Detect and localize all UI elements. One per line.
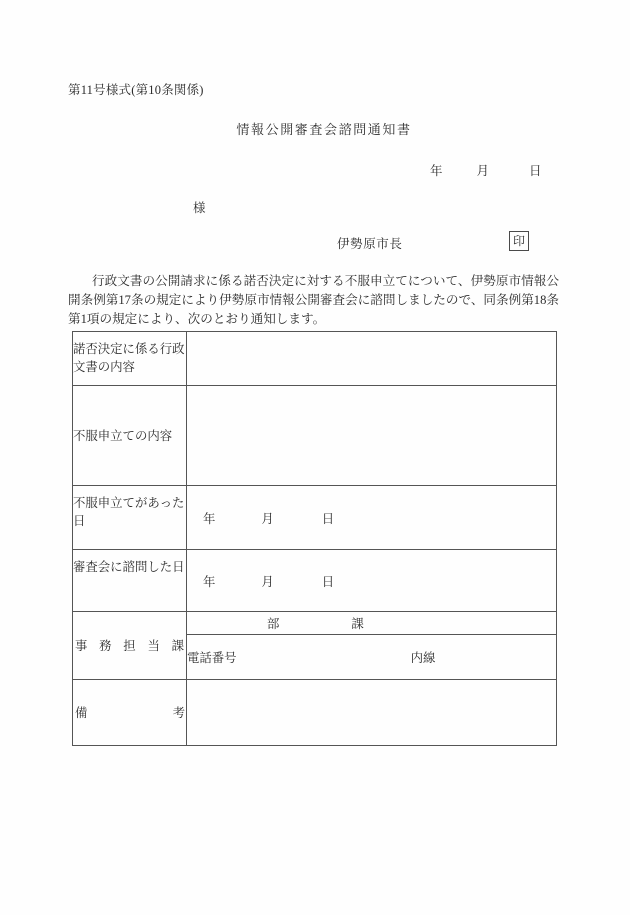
addressee-honorific: 様 (193, 201, 206, 215)
department-row (187, 612, 556, 635)
inquiry-date-year-label: 年 (203, 574, 216, 589)
department-fields[interactable] (187, 612, 556, 635)
row-label-decision-document: 諾否決定に係る行政文書の内容 (73, 332, 187, 386)
inquiry-date-month-label: 月 (261, 574, 274, 589)
row-value-decision-document[interactable] (187, 332, 557, 386)
issuer-name: 伊勢原市長 (337, 237, 403, 251)
row-label-inquiry-date: 審査会に諮問した日 (73, 550, 187, 612)
appeal-date-fields (187, 509, 556, 527)
contact-fields[interactable] (187, 635, 556, 680)
appeal-date-year-label: 年 (203, 511, 216, 526)
body-paragraph-text: 行政文書の公開請求に係る諾否決定に対する不服申立てについて、伊勢原市情報公開条例第17条の規定により伊勢原市情報公開審査会に諮問しましたので、同条例第18条第1項の規定により、次のとおり通知します。 (68, 274, 559, 326)
form-number: 第11号様式(第10条関係) (68, 83, 204, 97)
row-label-remarks (73, 680, 187, 746)
row-value-responsible-section (187, 612, 557, 680)
phone-number-label: 電話番号 (187, 651, 237, 665)
responsible-section-label-text: 事務担当課 (75, 638, 184, 653)
table-row (73, 550, 557, 612)
extension-label: 内線 (410, 651, 436, 665)
row-label-responsible-section (73, 612, 187, 680)
table-row (73, 612, 557, 680)
body-paragraph (68, 272, 559, 329)
row-value-inquiry-date[interactable] (187, 550, 557, 612)
document-title: 情報公開審査会諮問通知書 (236, 122, 412, 137)
table-row (73, 680, 557, 746)
row-value-appeal-date[interactable] (187, 486, 557, 550)
section-label: 課 (351, 617, 364, 631)
issue-date-line (430, 161, 542, 179)
table-row (73, 332, 557, 386)
row-value-remarks[interactable] (187, 680, 557, 746)
notification-details-table (72, 331, 557, 746)
row-label-appeal-date: 不服申立てがあった日 (73, 486, 187, 550)
division-label: 部 (267, 617, 280, 631)
row-label-appeal-content: 不服申立ての内容 (73, 386, 187, 486)
row-value-appeal-content[interactable] (187, 386, 557, 486)
responsible-section-subtable (187, 612, 556, 679)
day-label: 日 (529, 164, 542, 178)
seal-stamp-box: 印 (509, 231, 529, 251)
appeal-date-day-label: 日 (321, 511, 335, 526)
inquiry-date-fields (187, 572, 556, 590)
appeal-date-month-label: 月 (261, 511, 274, 526)
month-label: 月 (476, 164, 490, 178)
table-row (73, 486, 557, 550)
table-row (73, 386, 557, 486)
contact-row (187, 635, 556, 680)
inquiry-date-day-label: 日 (321, 574, 335, 589)
remarks-label-text: 備考 (75, 705, 185, 720)
year-label: 年 (430, 164, 443, 178)
